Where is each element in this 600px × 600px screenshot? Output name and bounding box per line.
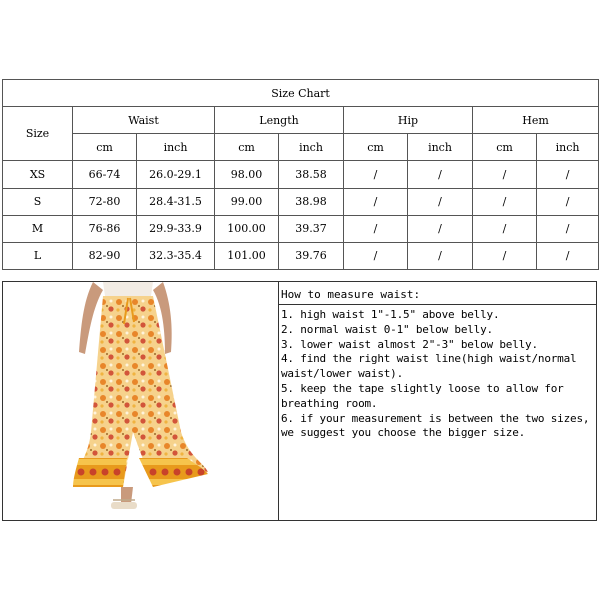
table-cell: 72-80	[73, 188, 137, 215]
unit-cell: inch	[137, 134, 215, 161]
product-photo	[3, 282, 279, 520]
table-cell: 38.58	[279, 161, 344, 188]
unit-cell: cm	[344, 134, 408, 161]
size-label: M	[3, 215, 73, 242]
table-cell: 29.9-33.9	[137, 215, 215, 242]
table-cell: 39.37	[279, 215, 344, 242]
table-cell: 100.00	[215, 215, 279, 242]
unit-cell: inch	[279, 134, 344, 161]
unit-cell: inch	[408, 134, 473, 161]
table-cell: /	[408, 215, 473, 242]
guide-title: How to measure waist:	[281, 288, 421, 301]
table-cell: 39.76	[279, 242, 344, 269]
unit-cell: inch	[537, 134, 599, 161]
table-cell: /	[408, 242, 473, 269]
group-length: Length	[215, 107, 344, 134]
size-header: Size	[3, 107, 73, 161]
table-cell: 101.00	[215, 242, 279, 269]
hem-border	[73, 458, 127, 487]
table-cell: /	[408, 188, 473, 215]
table-cell: /	[537, 242, 599, 269]
divider	[279, 304, 596, 305]
table-cell: /	[344, 242, 408, 269]
sandal	[111, 502, 137, 509]
table-row	[3, 188, 599, 215]
table-row	[3, 161, 599, 188]
measure-instructions	[279, 282, 596, 520]
table-cell: /	[408, 161, 473, 188]
table-cell: /	[473, 215, 537, 242]
table-row	[3, 215, 599, 242]
table-cell: /	[473, 161, 537, 188]
table-cell: 38.98	[279, 188, 344, 215]
guide-item: 6. if your measurement is between the two sizes, we suggest you choose the bigger size.	[281, 411, 596, 440]
guide-item: 2. normal waist 0-1" below belly.	[281, 322, 493, 336]
table-cell: /	[537, 188, 599, 215]
top-garment	[103, 282, 153, 296]
table-cell: 32.3-35.4	[137, 242, 215, 269]
size-chart-table	[2, 79, 599, 270]
skirt-model-illustration	[3, 282, 277, 520]
table-cell: /	[537, 215, 599, 242]
table-cell: 76-86	[73, 215, 137, 242]
table-cell: 66-74	[73, 161, 137, 188]
group-hip: Hip	[344, 107, 473, 134]
leg	[121, 487, 133, 504]
table-cell: 26.0-29.1	[137, 161, 215, 188]
size-label: S	[3, 188, 73, 215]
measure-guide-panel	[2, 281, 597, 521]
size-label: XS	[3, 161, 73, 188]
guide-item: 5. keep the tape slightly loose to allow for breathing room.	[281, 381, 571, 410]
table-cell: /	[344, 161, 408, 188]
table-cell: /	[344, 188, 408, 215]
size-label: L	[3, 242, 73, 269]
group-waist: Waist	[73, 107, 215, 134]
guide-item: 4. find the right waist line(high waist/normal waist/lower waist).	[281, 352, 583, 381]
table-cell: /	[473, 242, 537, 269]
table-cell: /	[537, 161, 599, 188]
table-cell: 28.4-31.5	[137, 188, 215, 215]
guide-item: 1. high waist 1"-1.5" above belly.	[281, 308, 500, 321]
table-cell: 99.00	[215, 188, 279, 215]
table-cell: 98.00	[215, 161, 279, 188]
table-cell: /	[344, 215, 408, 242]
guide-item: 3. lower waist almost 2"-3" below belly.	[281, 337, 538, 351]
unit-cell: cm	[473, 134, 537, 161]
table-cell: 82-90	[73, 242, 137, 269]
group-hem: Hem	[473, 107, 599, 134]
table-row	[3, 242, 599, 269]
table-cell: /	[473, 188, 537, 215]
chart-title: Size Chart	[3, 80, 599, 107]
unit-cell: cm	[215, 134, 279, 161]
unit-cell: cm	[73, 134, 137, 161]
